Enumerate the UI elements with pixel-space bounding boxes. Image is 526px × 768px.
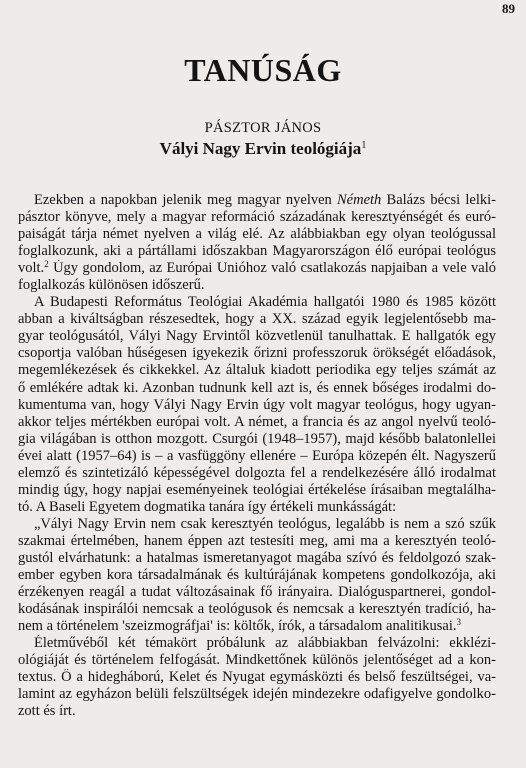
- text-line: [18, 652, 496, 669]
- text-segment: ő emlékére adtak ki. Azonban tudnunk kell azt is, és ennek bőséges irodalmi do-: [18, 379, 496, 396]
- text-line: [18, 516, 496, 533]
- text-segment: Úgy gondolom, az Európai Unióhoz való csatlakozás napjaiban a vele való: [48, 260, 496, 277]
- text-line: [18, 567, 496, 584]
- text-line: [18, 260, 496, 277]
- text-line: [18, 192, 496, 209]
- text-line: [18, 448, 496, 465]
- text-segment: textus. Ő a hidegháború, Kelet és Nyugat egymásközti és belső feszültségei, va-: [18, 669, 496, 686]
- text-segment: akkor teljes mértékben európai volt. A német, a francia és az angol nyelvű teoló-: [18, 413, 496, 430]
- text-line: [18, 482, 496, 499]
- text-line: [18, 703, 496, 720]
- text-segment: gyar teológusától, Vályi Nagy Ervintől közvetlenül tanulhattak. E hallgatók egy: [18, 328, 496, 345]
- text-segment: pásztor könyve, mely a magyar reformáció századának keresztyénségét és euró-: [18, 209, 496, 226]
- text-segment: Életművéből két témakört próbálunk az alábbiakban felvázolni: ekklézi-: [34, 635, 496, 652]
- text-line: [18, 686, 496, 703]
- text-segment: mindig úgy, hogy napjai eseményeinek teológiai értékelése írásaiban megtalálha-: [18, 481, 496, 498]
- text-line: [18, 431, 496, 448]
- footnote-marker: 2: [44, 260, 49, 270]
- text-line: [18, 465, 496, 482]
- text-line: [18, 345, 496, 362]
- article-title: [0, 139, 526, 159]
- text-line: [18, 226, 496, 243]
- text-segment: szakmai értelmében, hanem éppen azt testesíti meg, ami ma a keresztyén teoló-: [18, 532, 496, 549]
- text-line: [18, 311, 496, 328]
- text-segment: nem a történelem 'szeizmográfjai' is: költők, írók, a társadalom analitikusai.: [18, 618, 457, 635]
- section-title: TANÚSÁG: [184, 52, 342, 88]
- text-segment: csoportja valóban hűségesen igyekezik őrizni professzoruk örökségét előadások,: [18, 345, 496, 362]
- text-line: [18, 362, 496, 379]
- text-line: [18, 499, 496, 516]
- text-segment: lamint az egyházon belüli felszültségek idején mindezekre odafigyelve gondolko-: [18, 686, 496, 703]
- text-line: [18, 209, 496, 226]
- text-segment: évei alatt (1957–64) is – a vasfüggöny ellenére – Európa közepén élt. Nagyszerű: [18, 447, 496, 464]
- footnote-marker: 3: [456, 618, 461, 628]
- text-line: [18, 601, 496, 618]
- text-segment: megemlékezések és cikkekkel. Az általuk kiadott periodika egy teljes számát az: [18, 362, 496, 379]
- text-segment: gustól elvárhatunk: a hatalmas ismeretanyagot magába szívó és feldolgozó szak-: [18, 549, 496, 566]
- text-line: [18, 380, 496, 397]
- text-line: [18, 635, 496, 652]
- text-segment: Ezekben a napokban jelenik meg magyar nyelven: [34, 192, 338, 208]
- text-line: [18, 414, 496, 431]
- text-line: [18, 669, 496, 686]
- text-line: [18, 328, 496, 345]
- text-line: [18, 294, 496, 311]
- text-segment: A Budapesti Református Teológiai Akadémia hallgatói 1980 és 1985 között: [34, 294, 496, 311]
- text-line: [18, 243, 496, 260]
- text-segment: foglalkozás különösen időszerű.: [18, 277, 205, 294]
- footnote-marker: 1: [361, 140, 367, 151]
- text-line: [18, 550, 496, 567]
- text-segment: elemző és szintetizáló képességével dolgozta fel a rendelkezésére álló irodalmat: [18, 464, 496, 481]
- text-line: [18, 584, 496, 601]
- article-title-text: Vályi Nagy Ervin teológiája: [159, 139, 362, 158]
- text-segment: kumentuma van, hogy Vályi Nagy Ervin úgy volt magyar teológus, hogy ugyan-: [18, 396, 496, 413]
- text-segment: Balázs bécsi lelki-: [381, 192, 496, 208]
- text-segment: kodásának inspirálói nemcsak a teológusok és nemcsak a keresztyén tradíció, ha-: [18, 601, 496, 618]
- italic-name: Németh: [337, 192, 382, 208]
- text-line: [18, 618, 496, 635]
- text-segment: ember egyben kora társadalmának és kultúrájának kompetens gondolkozója, aki: [18, 567, 496, 584]
- text-line: [18, 397, 496, 414]
- text-segment: zott és írt.: [18, 703, 76, 720]
- page-number: 89: [502, 1, 515, 16]
- text-segment: volt.: [18, 260, 45, 277]
- text-segment: „Vályi Nagy Ervin nem csak keresztyén teológus, legalább is nem a szó szűk: [34, 515, 496, 532]
- text-segment: abban a kiváltságban részesedtek, hogy a XX. század egyik legjelentősebb ma-: [18, 311, 496, 328]
- text-segment: tó. A Baseli Egyetem dogmatika tanára így értékeli munkásságát:: [18, 498, 397, 515]
- text-segment: paiságát tárja német nyelven a világ elé. Az alábbiakban egy olyan teológussal: [18, 226, 496, 243]
- text-line: [18, 277, 496, 294]
- text-segment: ológiáját és történelem felfogását. Mindkettőnek különös jelentőséget ad a kon-: [18, 652, 496, 669]
- text-segment: gia világában is otthon mozgott. Csurgói (1948–1957), majd később balatonlellei: [18, 430, 496, 447]
- text-segment: érzékenyen reagál a tudat változásainak fő irányaira. Dialóguspartnerei, gondol-: [18, 584, 496, 601]
- body-text: [18, 192, 496, 720]
- text-line: [18, 533, 496, 550]
- text-segment: foglalkozunk, aki a pártállami időszakban Magyarországon élő európai teológus: [18, 243, 496, 260]
- author-name: PÁSZTOR JÁNOS: [204, 120, 322, 136]
